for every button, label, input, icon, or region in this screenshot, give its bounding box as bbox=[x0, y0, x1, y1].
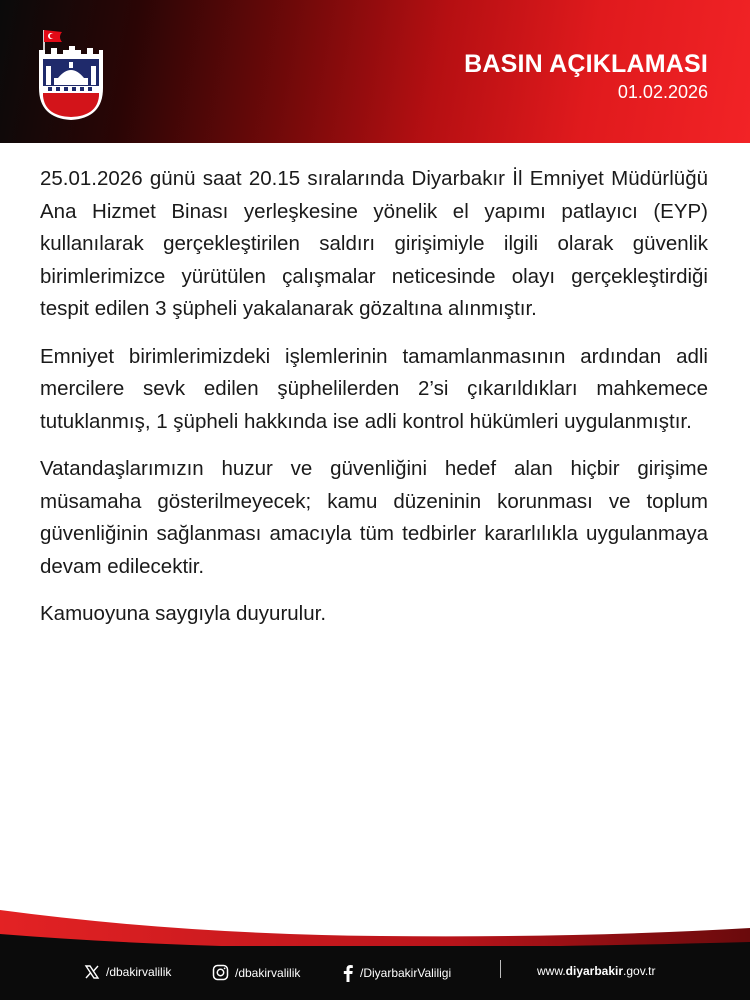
website-prefix: www. bbox=[537, 964, 566, 978]
x-icon bbox=[84, 964, 100, 980]
website-suffix: .gov.tr bbox=[623, 964, 656, 978]
footer-x-link[interactable] bbox=[84, 964, 171, 980]
facebook-handle: /DiyarbakirValiligi bbox=[360, 966, 452, 980]
footer-website-link[interactable] bbox=[537, 964, 656, 978]
announcement-date: 01.02.2026 bbox=[617, 82, 708, 102]
instagram-handle: /dbakirvalilik bbox=[235, 965, 301, 980]
page-title: BASIN AÇIKLAMASI bbox=[464, 50, 708, 78]
footer-instagram-link[interactable] bbox=[212, 964, 300, 981]
facebook-icon bbox=[342, 964, 354, 982]
paragraph-1: 25.01.2026 günü saat 20.15 sıralarında Diyarbakır İl Emniyet Müdürlüğü Ana Hizmet Binası yerleşkesine yönelik el yapımı patlayıcı (EYP) kullanılarak gerçekleştirilen saldırı girişimiyle ilgili olarak güvenlik birimlerimizce yürütülen çalışmalar neticesinde olayı gerçekleştirdiği tespit edilen 3 şüpheli yakalanarak gözaltına alınmıştır. bbox=[40, 167, 708, 320]
press-release-body bbox=[40, 163, 708, 646]
paragraph-4: Kamuoyuna saygıyla duyurulur. bbox=[40, 602, 327, 625]
footer-bar bbox=[0, 946, 750, 1000]
x-handle: /dbakirvalilik bbox=[106, 965, 172, 979]
diyarbakir-logo-icon bbox=[36, 26, 106, 122]
paragraph-2: Emniyet birimlerimizdeki işlemlerinin tamamlanmasının ardından adli mercilere sevk edilen şüphelilerden 2’si çıkarıldıkları mahkemece tutuklanmış, 1 şüpheli hakkında ise adli kontrol hükümleri uygulanmıştır. bbox=[40, 344, 708, 433]
footer-separator bbox=[500, 960, 501, 978]
header-banner bbox=[0, 0, 750, 143]
instagram-icon bbox=[212, 964, 229, 981]
paragraph-3: Vatandaşlarımızın huzur ve güvenliğini hedef alan hiçbir girişime müsamaha gösterilmeyecek; kamu düzeninin korunması ve toplum güvenliğinin sağlanması amacıyla tüm tedbirler kararlılıkla uygulanmaya devam edilecektir. bbox=[40, 457, 708, 578]
footer-facebook-link[interactable] bbox=[342, 964, 451, 982]
website-domain: diyarbakir bbox=[565, 964, 624, 978]
footer-wave-decoration bbox=[0, 890, 750, 950]
